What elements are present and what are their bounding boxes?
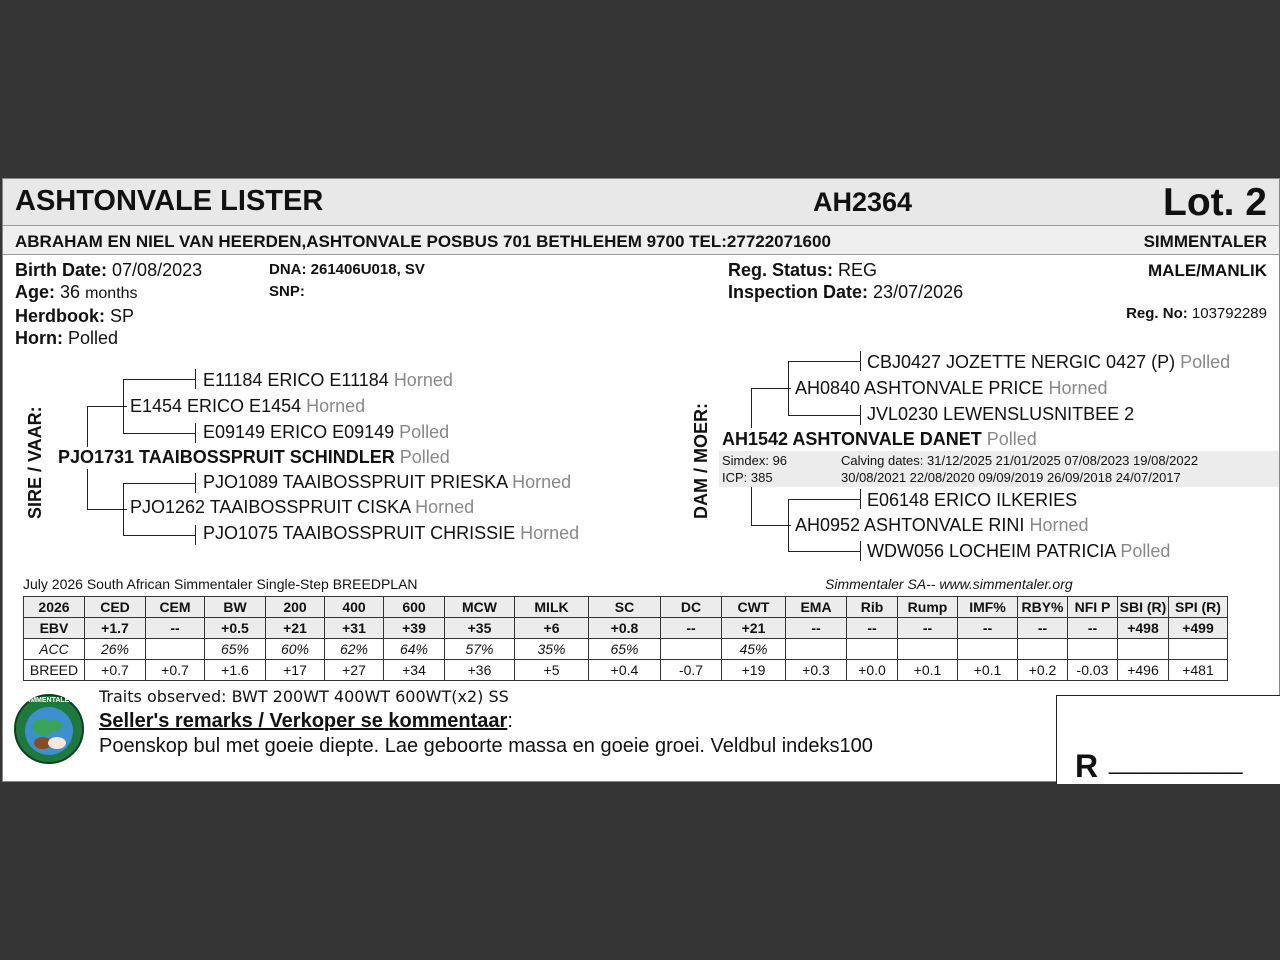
sire-dam: PJO1262 TAAIBOSSPRUIT CISKA Horned bbox=[130, 497, 475, 517]
ebv-header-cell: 400 bbox=[325, 597, 384, 618]
ebv-accuracy-cell bbox=[1068, 639, 1118, 660]
ebv-accuracy-cell bbox=[958, 639, 1018, 660]
simdex: Simdex: 96 bbox=[722, 453, 788, 468]
ebv-header-cell: MCW bbox=[445, 597, 515, 618]
reg-status: Reg. Status: REG bbox=[728, 260, 878, 280]
dam-sire-sire: CBJ0427 JOZETTE NERGIC 0427 (P) Polled bbox=[867, 352, 1231, 372]
ebv-header-cell: RBY% bbox=[1018, 597, 1068, 618]
ebv-header-cell: Rib bbox=[847, 597, 898, 618]
lot-card bbox=[2, 178, 1280, 782]
ebv-value-cell: -- bbox=[661, 618, 722, 639]
ebv-header-cell: BW bbox=[205, 597, 266, 618]
ebv-breed-cell: -0.7 bbox=[661, 660, 722, 681]
ebv-breed-cell: +0.7 bbox=[85, 660, 146, 681]
ebv-header-cell: NFI P bbox=[1068, 597, 1118, 618]
sire-sire: E1454 ERICO E1454 Horned bbox=[130, 396, 366, 416]
ebv-breed-cell: +0.1 bbox=[898, 660, 958, 681]
sire-sire-sire: E11184 ERICO E11184 Horned bbox=[203, 370, 453, 390]
sex: MALE/MANLIK bbox=[1148, 261, 1267, 280]
ebv-value-cell: +21 bbox=[722, 618, 786, 639]
ebv-value-cell: -- bbox=[786, 618, 847, 639]
breedplan-title: July 2026 South African Simmentaler Single-Step BREEDPLAN bbox=[23, 576, 418, 592]
ebv-breed-cell: +34 bbox=[384, 660, 445, 681]
ebv-breed-cell: +0.4 bbox=[589, 660, 661, 681]
ebv-value-cell: EBV bbox=[24, 618, 85, 639]
ebv-header-cell: CWT bbox=[722, 597, 786, 618]
animal-id: AH2364 bbox=[813, 187, 913, 217]
ebv-breed-cell: +5 bbox=[515, 660, 589, 681]
ebv-value-cell: -- bbox=[1018, 618, 1068, 639]
ebv-accuracy-cell: ACC bbox=[24, 639, 85, 660]
sire-dam-dam: PJO1075 TAAIBOSSPRUIT CHRISSIE Horned bbox=[203, 523, 580, 543]
age: Age: 36 months bbox=[15, 282, 138, 302]
ebv-header-cell: 200 bbox=[266, 597, 325, 618]
ebv-breed-cell: +481 bbox=[1169, 660, 1228, 681]
ebv-accuracy-cell: 65% bbox=[589, 639, 661, 660]
bid-line: __________ bbox=[1109, 748, 1243, 775]
ebv-value-cell: +21 bbox=[266, 618, 325, 639]
ebv-value-cell: +498 bbox=[1118, 618, 1169, 639]
ebv-header-cell: DC bbox=[661, 597, 722, 618]
ebv-breed-cell: +36 bbox=[445, 660, 515, 681]
logo-text: SIMMENTALER bbox=[23, 697, 75, 704]
ebv-table bbox=[23, 596, 1228, 681]
ebv-value-cell: -- bbox=[146, 618, 205, 639]
ebv-header-cell: Rump bbox=[898, 597, 958, 618]
ebv-value-cell: +31 bbox=[325, 618, 384, 639]
dam-dam: AH0952 ASHTONVALE RINI Horned bbox=[795, 515, 1089, 535]
ebv-breed-cell: +19 bbox=[722, 660, 786, 681]
ebv-breed-cell: +0.0 bbox=[847, 660, 898, 681]
inspection-date: Inspection Date: 23/07/2026 bbox=[728, 282, 964, 302]
ebv-header-cell: 2026 bbox=[24, 597, 85, 618]
dam-sire-dam: JVL0230 LEWENSLUSNITBEE 2 bbox=[867, 404, 1135, 424]
birth-date: Birth Date: 07/08/2023 bbox=[15, 260, 203, 280]
ebv-header-cell: SC bbox=[589, 597, 661, 618]
ebv-accuracy-cell bbox=[1169, 639, 1228, 660]
lot-number: Lot. 2 bbox=[1163, 181, 1267, 224]
ebv-value-cell: +499 bbox=[1169, 618, 1228, 639]
sire: PJO1731 TAAIBOSSPRUIT SCHINDLER Polled bbox=[58, 447, 450, 467]
ebv-breed-cell: +496 bbox=[1118, 660, 1169, 681]
ebv-value-cell: +6 bbox=[515, 618, 589, 639]
ebv-value-cell: +0.8 bbox=[589, 618, 661, 639]
ebv-header-cell: 600 bbox=[384, 597, 445, 618]
ebv-header-cell: IMF% bbox=[958, 597, 1018, 618]
dam-dam-sire: E06148 ERICO ILKERIES bbox=[867, 490, 1078, 510]
ebv-accuracy-cell: 64% bbox=[384, 639, 445, 660]
animal-info bbox=[15, 259, 202, 349]
ebv-value-cell: -- bbox=[1068, 618, 1118, 639]
animal-name: ASHTONVALE LISTER bbox=[15, 185, 324, 217]
ebv-value-cell: +39 bbox=[384, 618, 445, 639]
ebv-value-cell: +0.5 bbox=[205, 618, 266, 639]
breedplan-source: Simmentaler SA-- www.simmentaler.org bbox=[825, 576, 1073, 592]
horn-status: Horn: Polled bbox=[15, 328, 119, 348]
ebv-header-cell: SPI (R) bbox=[1169, 597, 1228, 618]
ebv-value-cell: -- bbox=[958, 618, 1018, 639]
dam: AH1542 ASHTONVALE DANET Polled bbox=[722, 429, 1037, 449]
dam-label: DAM / MOER: bbox=[691, 403, 711, 519]
ebv-accuracy-cell: 65% bbox=[205, 639, 266, 660]
icp: ICP: 385 bbox=[722, 470, 773, 485]
ebv-breed-cell: +1.6 bbox=[205, 660, 266, 681]
ebv-accuracy-cell bbox=[786, 639, 847, 660]
traits-observed: Traits observed: BWT 200WT 400WT 600WT(x2) SS bbox=[99, 687, 509, 706]
owner-line: ABRAHAM EN NIEL VAN HEERDEN,ASHTONVALE POSBUS 701 BETHLEHEM 9700 TEL:27722071600 bbox=[15, 232, 831, 251]
ebv-breed-cell: +0.7 bbox=[146, 660, 205, 681]
ebv-value-row bbox=[24, 618, 1228, 639]
ebv-breed-cell: BREED bbox=[24, 660, 85, 681]
dam-dam-dam: WDW056 LOCHEIM PATRICIA Polled bbox=[867, 541, 1171, 561]
calving-dates-1: Calving dates: 31/12/2025 21/01/2025 07/08/2023 19/08/2022 bbox=[841, 453, 1199, 468]
sire-label: SIRE / VAAR: bbox=[25, 406, 45, 519]
reg-number: Reg. No: 103792289 bbox=[1126, 305, 1267, 322]
ebv-breed-cell: +0.3 bbox=[786, 660, 847, 681]
simmentaler-logo bbox=[13, 693, 85, 765]
ebv-header-cell: SBI (R) bbox=[1118, 597, 1169, 618]
ebv-accuracy-cell bbox=[1018, 639, 1068, 660]
ebv-accuracy-cell bbox=[146, 639, 205, 660]
ebv-accuracy-row bbox=[24, 639, 1228, 660]
ebv-accuracy-cell bbox=[1118, 639, 1169, 660]
sire-sire-dam: E09149 ERICO E09149 Polled bbox=[203, 422, 450, 442]
ebv-header-cell: EMA bbox=[786, 597, 847, 618]
ebv-accuracy-cell: 60% bbox=[266, 639, 325, 660]
calving-dates-2: 30/08/2021 22/08/2020 09/09/2019 26/09/2018 24/07/2017 bbox=[841, 470, 1181, 485]
dam-sire: AH0840 ASHTONVALE PRICE Horned bbox=[795, 378, 1108, 398]
ebv-accuracy-cell: 26% bbox=[85, 639, 146, 660]
breed-name: SIMMENTALER bbox=[1143, 232, 1267, 251]
seller-remarks: Poenskop bul met goeie diepte. Lae geboorte massa en goeie groei. Veldbul indeks100 bbox=[99, 735, 873, 757]
dna: DNA: 261406U018, SV bbox=[269, 261, 425, 278]
ebv-value-cell: +1.7 bbox=[85, 618, 146, 639]
remarks-heading: Seller's remarks / Verkoper se kommentaar: bbox=[99, 710, 513, 732]
sire-dam-sire: PJO1089 TAAIBOSSPRUIT PRIESKA Horned bbox=[203, 472, 572, 492]
ebv-header-row bbox=[24, 597, 1228, 618]
ebv-header-cell: CED bbox=[85, 597, 146, 618]
ebv-accuracy-cell: 45% bbox=[722, 639, 786, 660]
herdbook: Herdbook: SP bbox=[15, 306, 135, 326]
ebv-accuracy-cell: 62% bbox=[325, 639, 384, 660]
ebv-value-cell: +35 bbox=[445, 618, 515, 639]
ebv-breed-cell: +0.2 bbox=[1018, 660, 1068, 681]
ebv-accuracy-cell bbox=[847, 639, 898, 660]
ebv-header-cell: MILK bbox=[515, 597, 589, 618]
snp: SNP: bbox=[269, 283, 305, 300]
ebv-value-cell: -- bbox=[847, 618, 898, 639]
registration-info bbox=[728, 259, 963, 303]
ebv-breed-average-row bbox=[24, 660, 1228, 681]
bid-r-label: R bbox=[1075, 748, 1099, 784]
ebv-accuracy-cell bbox=[898, 639, 958, 660]
ebv-breed-cell: +27 bbox=[325, 660, 384, 681]
ebv-breed-cell: -0.03 bbox=[1068, 660, 1118, 681]
ebv-breed-cell: +0.1 bbox=[958, 660, 1018, 681]
ebv-accuracy-cell: 35% bbox=[515, 639, 589, 660]
ebv-breed-cell: +17 bbox=[266, 660, 325, 681]
ebv-accuracy-cell bbox=[661, 639, 722, 660]
bid-box bbox=[1056, 695, 1280, 784]
ebv-accuracy-cell: 57% bbox=[445, 639, 515, 660]
ebv-value-cell: -- bbox=[898, 618, 958, 639]
ebv-header-cell: CEM bbox=[146, 597, 205, 618]
